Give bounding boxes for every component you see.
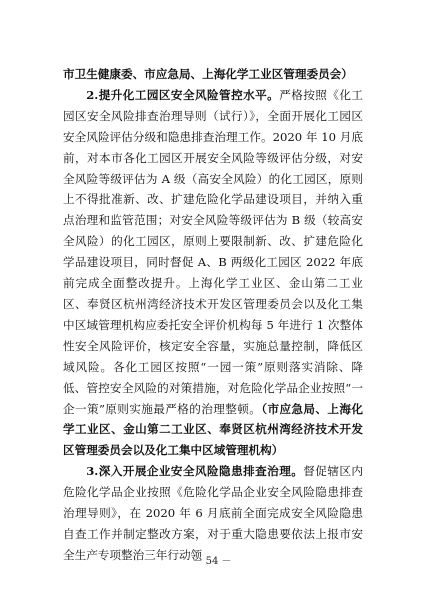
page-number: － 54 － — [192, 556, 232, 567]
paragraph-2-body: 严格按照《化工园区安全风险排查治理导则（试行）》，全面开展化工园区安全风险评估分级和隐患排查治理工作。2020 年 10 月底前，对本市各化工园区开展安全风险等级评估分级，对安全风险等级评估为 A 级（高安全风险）的化工园区，原则上不得批准新、改、扩建危险化学品建设项目，并纳入重点治理和监管范围；对安全风险等级评估为 B 级（较高安全风险）的化工园区，原则上要限制新、改、扩建危险化学品建设项目，同时督促 A、B 两级化工园区 2022 年底前完成全面整改提升。上海化学工业区、金山第二工业区、奉贤区杭州湾经济技术开发区管理委员会以及化工集中区域管理机构应委托安全评价机构每 5 年进行 1 次整体性安全风险评价，核定安全容量，实施总量控制，降低区域风险。各化工园区按照“一园一策”原则落实消除、降低、管控安全风险的对策措施，对危险化学品企业按照“一企一策”原则实施最严格的治理整顿。 — [63, 87, 363, 416]
paragraph-2-heading: 2.提升化工园区安全风险管控水平。 — [86, 87, 280, 102]
paragraph-3-heading: 3.深入开展企业安全风险隐患排查治理。 — [86, 464, 304, 479]
paragraph-3 — [63, 461, 363, 566]
paragraph-2 — [63, 85, 363, 461]
responsible-units-line — [63, 64, 363, 85]
paragraph-2-responsible-units: （市应急局、上海化学工业区、金山第二工业区、奉贤区杭州湾经济技术开发区管理委员会以及化工集中区域管理机构） — [63, 401, 363, 458]
document-body — [63, 64, 363, 566]
responsible-units-text: 市卫生健康委、市应急局、上海化学工业区管理委员会） — [63, 67, 353, 81]
paragraph-3-body: 督促辖区内危险化学品企业按照《危险化学品企业安全风险隐患排查治理导则》，在 2020 年 6 月底前全面完成安全风险隐患自查工作并制定整改方案，对于重大隐患要依法上报市安全生产专项整治三年行动领 — [63, 464, 363, 562]
